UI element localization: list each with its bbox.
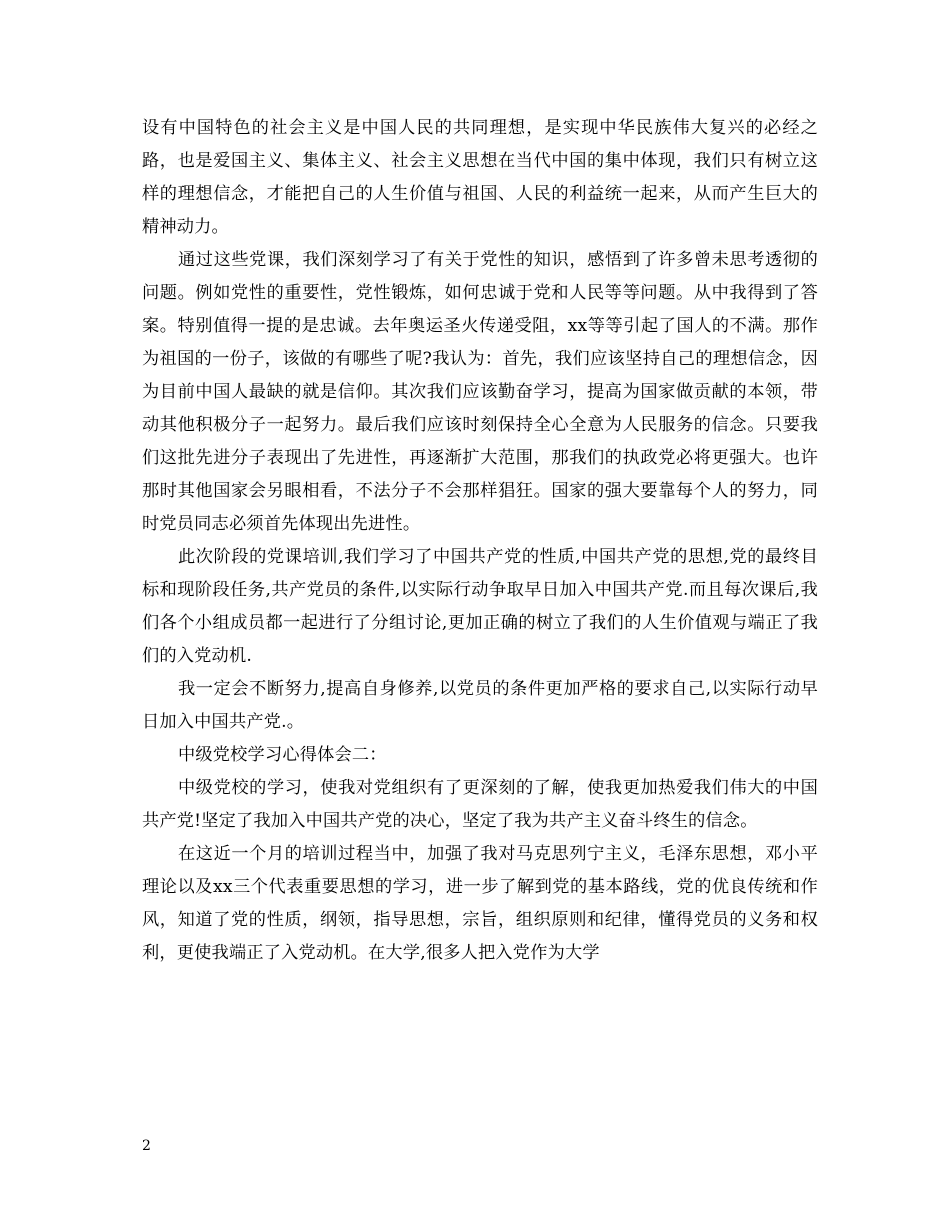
section-heading: 中级党校学习心得体会二： <box>178 745 387 765</box>
page-number: 2 <box>142 1138 151 1154</box>
paragraph: 在这近一个月的培训过程当中，加强了我对马克思列宁主义，毛泽东思想，邓小平理论以及xx三个代表重要思想的学习，进一步了解到党的基本路线，党的优良传统和作风，知道了党的性质，纲领，指导思想，宗旨，组织原则和纪律，懂得党员的义务和权利，更使我端正了入党动机。在大学,很多人把入党作为大学 <box>142 844 818 963</box>
paragraph: 通过这些党课，我们深刻学习了有关于党性的知识，感悟到了许多曾未思考透彻的问题。例如党性的重要性，党性锻炼，如何忠诚于党和人民等等问题。从中我得到了答案。特别值得一提的是忠诚。去年奥运圣火传递受阻，xx等等引起了国人的不满。那作为祖国的一份子，该做的有哪些了呢?我认为：首先，我们应该坚持自己的理想信念，因为目前中国人最缺的就是信仰。其次我们应该勤奋学习，提高为国家做贡献的本领，带动其他积极分子一起努力。最后我们应该时刻保持全心全意为人民服务的信念。只要我们这批先进分子表现出了先进性，再逐渐扩大范围，那我们的执政党必将更强大。也许那时其他国家会另眼相看，不法分子不会那样猖狂。国家的强大要靠每个人的努力，同时党员同志必须首先体现出先进性。 <box>142 250 818 534</box>
document-body <box>142 112 818 970</box>
paragraph: 此次阶段的党课培训,我们学习了中国共产党的性质,中国共产党的思想,党的最终目标和现阶段任务,共产党员的条件,以实际行动争取早日加入中国共产党.而且每次课后,我们各个小组成员都一起进行了分组讨论,更加正确的树立了我们的人生价值观与端正了我们的入党动机. <box>142 547 818 666</box>
paragraph: 我一定会不断努力,提高自身修养,以党员的条件更加严格的要求自己,以实际行动早日加入中国共产党.。 <box>142 679 818 732</box>
paragraph: 设有中国特色的社会主义是中国人民的共同理想，是实现中华民族伟大复兴的必经之路，也是爱国主义、集体主义、社会主义思想在当代中国的集中体现，我们只有树立这样的理想信念，才能把自己的人生价值与祖国、人民的利益统一起来，从而产生巨大的精神动力。 <box>142 118 818 237</box>
paragraph: 中级党校的学习，使我对党组织有了更深刻的了解，使我更加热爱我们伟大的中国共产党!坚定了我加入中国共产党的决心，坚定了我为共产主义奋斗终生的信念。 <box>142 778 818 831</box>
